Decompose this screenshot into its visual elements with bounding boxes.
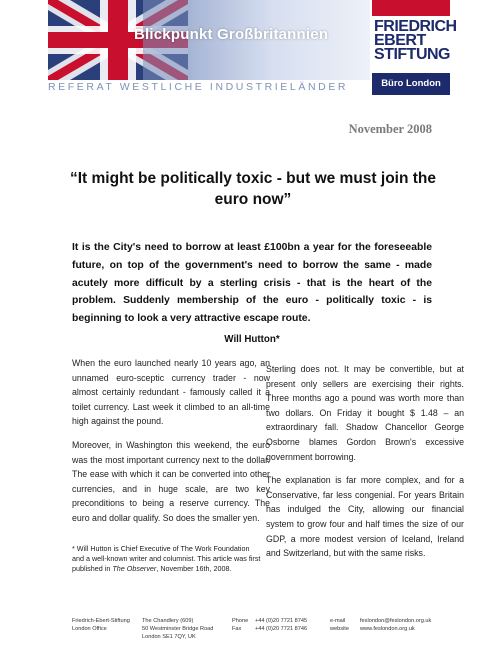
footer-website-label: website: [330, 626, 349, 632]
footer-address-line: London SE1 7QY, UK: [142, 634, 196, 640]
issue-date: November 2008: [348, 122, 432, 136]
body-paragraph: The explanation is far more complex, and for a Conservative, far less congenial. For years Britain has indulged the City, allowing our financial system to grow four and half times the size of our GDP, a more modest version of Iceland, Ireland and Switzerland, but with the same risks.: [266, 475, 464, 559]
footer-phone-values: [255, 617, 307, 633]
union-jack-image: [48, 0, 370, 80]
footer-website-link[interactable]: www.feslondon.org.uk: [360, 626, 415, 632]
lead-paragraph: It is the City's need to borrow at least £100bn a year for the foreseeable future, on top of the government's need to borrow the same - made acutely more difficult by a sterling crisis - that is the heart of the problem. Suddenly membership of the euro - politically toxic - is beginning to look a very attractive escape route.: [72, 242, 432, 325]
footer-web-values: [360, 617, 431, 633]
footer-phone-label: Phone: [232, 618, 249, 624]
logo-line-1: FRIEDRICH: [374, 18, 457, 35]
footer-email-label: e-mail: [330, 618, 346, 624]
body-paragraph: When the euro launched nearly 10 years ago, an unnamed euro-sceptic currency trader - now almost certainly redundant - famously called it a toilet currency. Last week it climbed to an all-time high against the pound.: [72, 358, 270, 427]
author-byline: Will Hutton*: [224, 334, 280, 345]
footer-org-office: London Office: [72, 626, 107, 632]
footer-web-labels: [330, 617, 349, 633]
footer-org: [72, 617, 130, 633]
footer-fax-label: Fax: [232, 626, 242, 632]
body-paragraph: Moreover, in Washington this weekend, the euro was the most important currency next to the dollar. The ease with which it can be converted into other currencies, and in huge scale, are two key preconditions to being a reserve currency. The euro and dollar qualify. So does the smaller yen.: [72, 439, 270, 523]
header-banner: [48, 0, 370, 96]
footer-address-line: The Chandlery (609): [142, 618, 194, 624]
body-column-right: [266, 362, 464, 570]
footer-org-name: Friedrich-Ebert-Stiftung: [72, 618, 130, 624]
footer-email-link[interactable]: feslondon@feslondon.org.uk: [360, 618, 432, 624]
logo-line-3: STIFTUNG: [374, 46, 450, 63]
footer-fax-value: +44 (0)20 7721 8746: [255, 626, 308, 632]
logo-line-2: EBERT: [374, 32, 426, 49]
headline: “It might be politically toxic - but we must join the euro now”: [70, 170, 436, 208]
footer-address: [142, 617, 213, 641]
body-column-left: [72, 356, 270, 535]
body-paragraph: Sterling does not. It may be convertible, but at present only sellers are exercising their rights. Three months ago a pound was worth more than two dollars. On Friday it bought $ 1.48 – an extraordinary fall. Shadow Chancellor George Osborne blames Gordon Brown's excessive government borrowing.: [266, 364, 464, 462]
footer-phone-labels: [232, 617, 248, 633]
banner-title: Blickpunkt Großbritannien: [134, 26, 329, 43]
footer-address-line: 50 Westminster Bridge Road: [142, 626, 214, 632]
footnote-text: * Will Hutton is Chief Executive of The Work Foundation and a well-known writer and columnist. This article was first published in: [72, 544, 261, 573]
footnote-source: The Observer: [112, 564, 157, 573]
office-label: Büro London: [372, 73, 450, 95]
author-footnote: [72, 544, 262, 574]
footnote-date: , November 16th, 2008.: [156, 564, 232, 573]
fes-logo: [374, 18, 457, 63]
footer-phone-value: +44 (0)20 7721 8745: [255, 618, 308, 624]
banner-subtitle: REFERAT WESTLICHE INDUSTRIELÄNDER: [48, 81, 349, 93]
logo-red-bar: [372, 0, 450, 16]
